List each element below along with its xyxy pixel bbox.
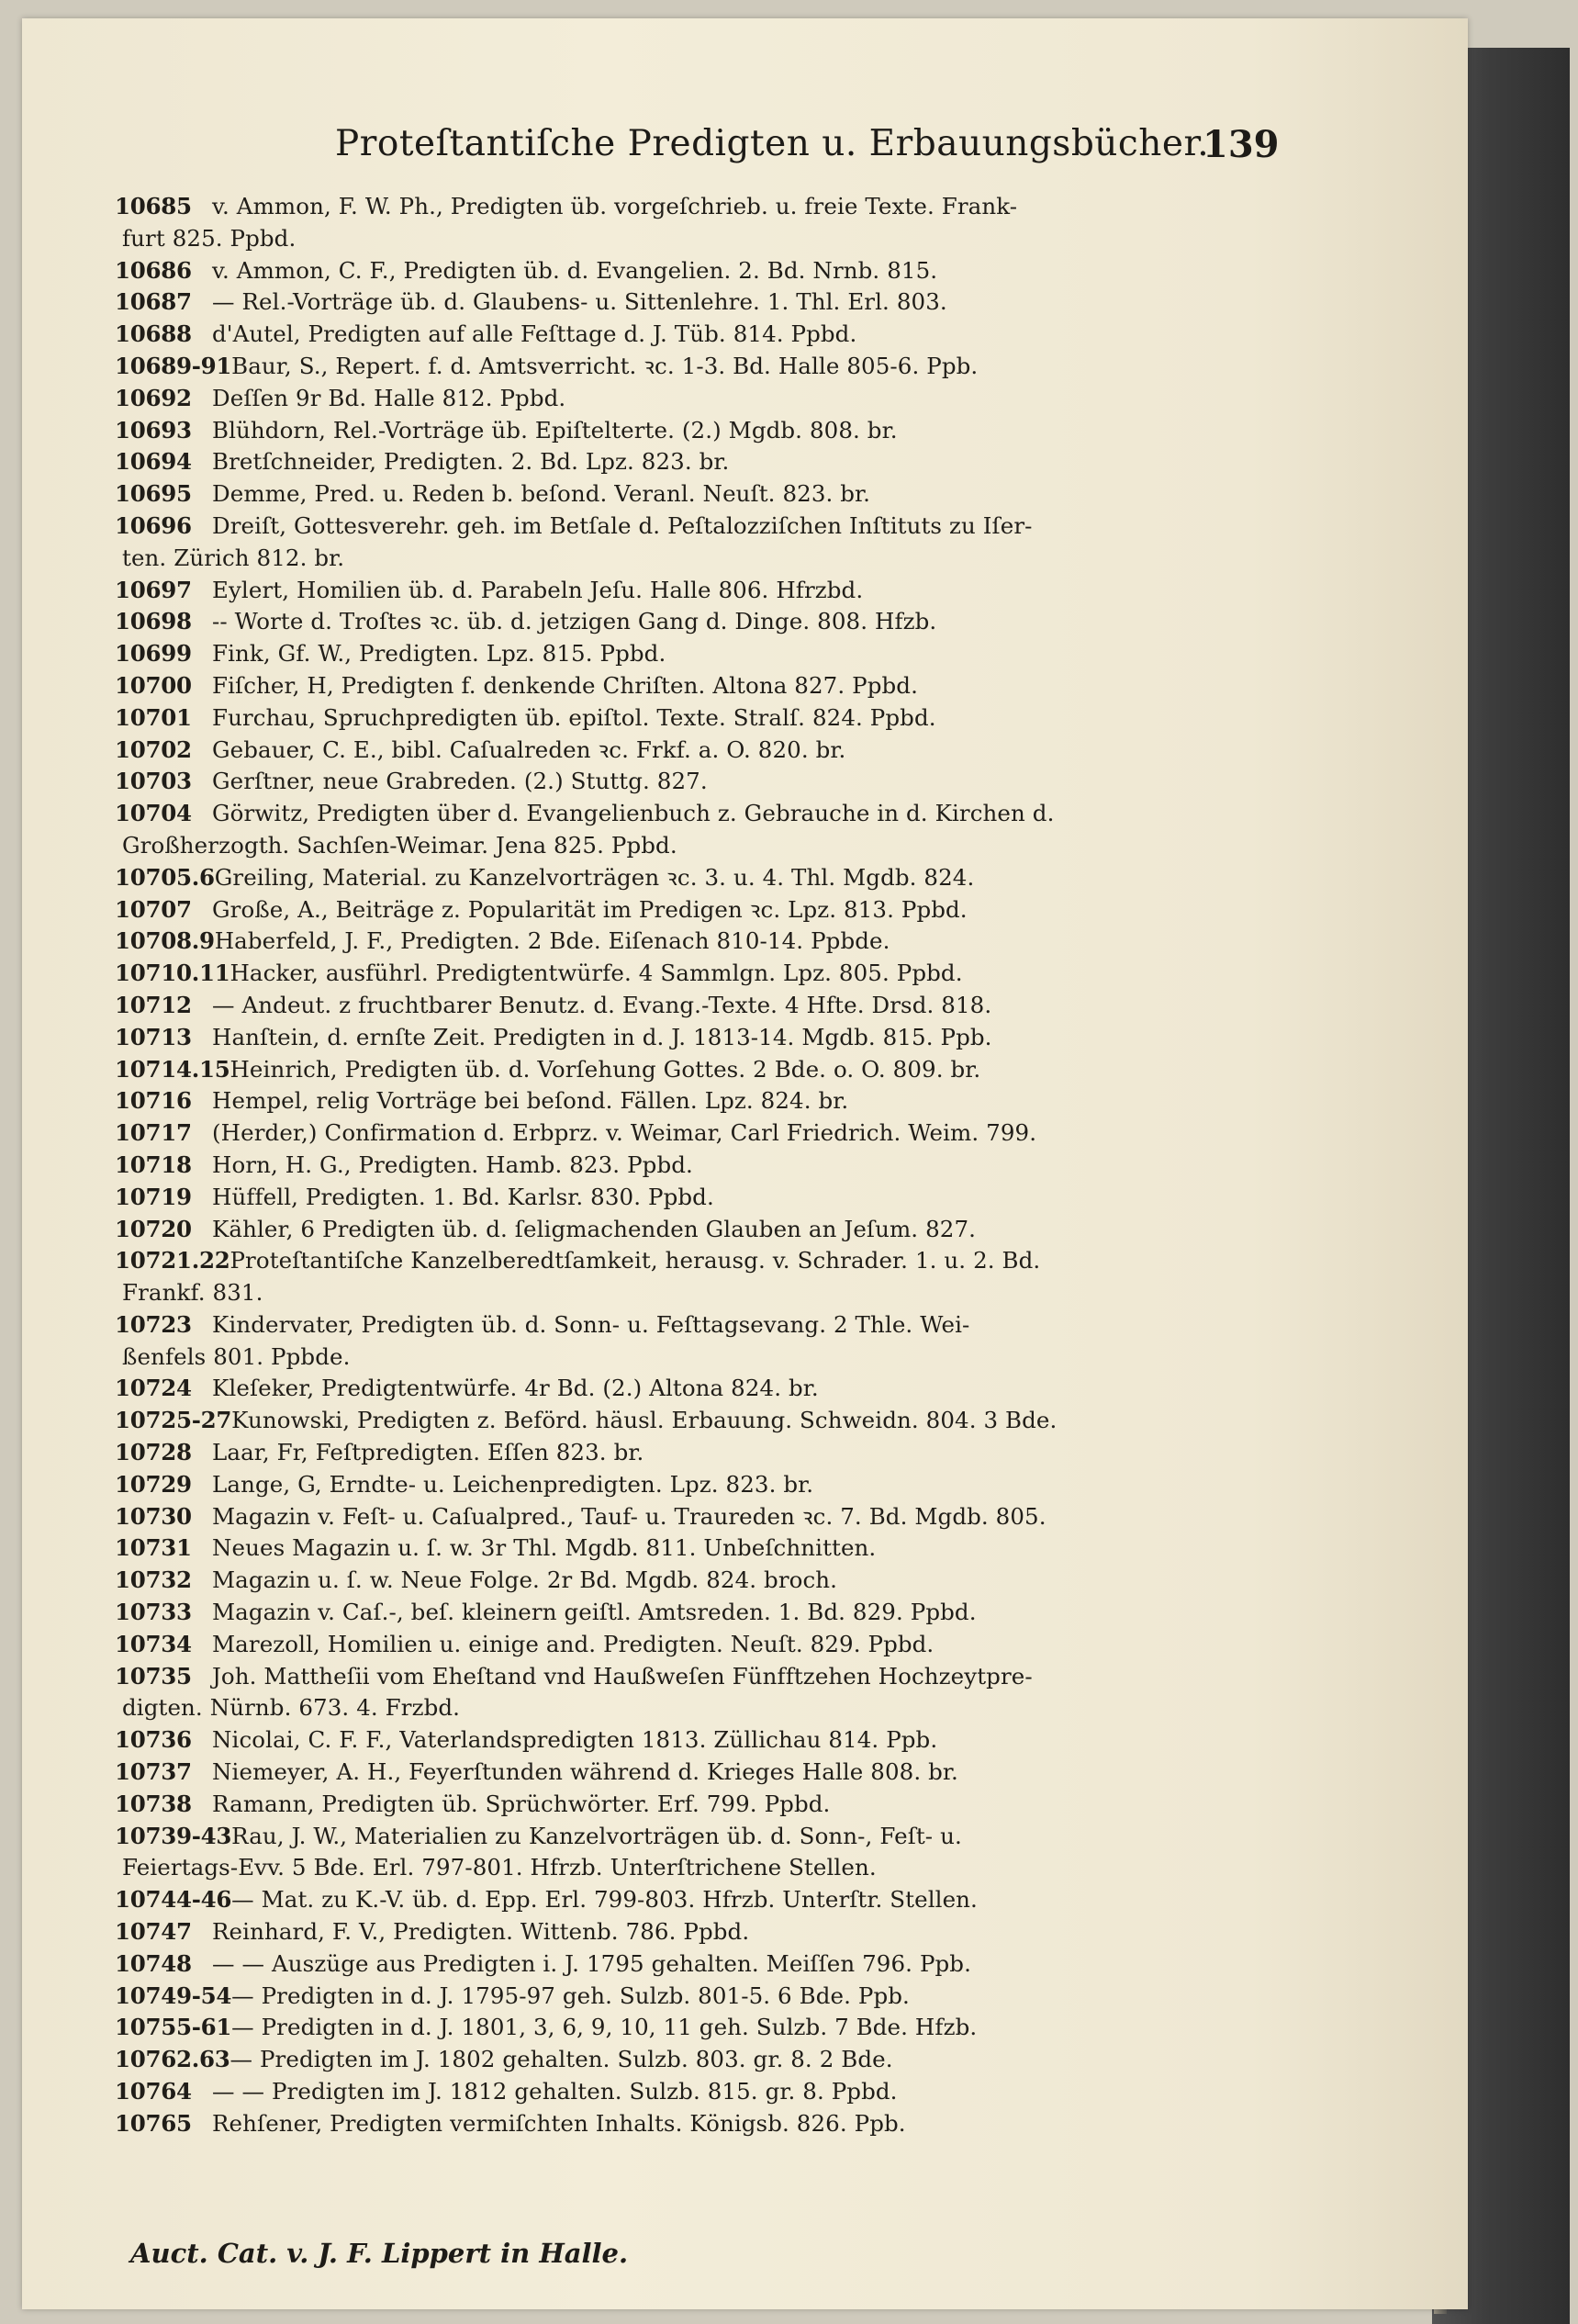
entry-number: 10738	[115, 1790, 192, 1817]
entry-number: 10713	[115, 1023, 192, 1050]
entry-text: Horn, H. G., Predigten. Hamb. 823. Ppbd.	[212, 1151, 693, 1178]
catalog-entry	[115, 2076, 1258, 2108]
entry-text: Feiertags-Evv. 5 Bde. Erl. 797-801. Hfrzb. Unterſtrichene Stellen.	[122, 1854, 877, 1881]
entry-text: Kunowski, Predigten z. Beförd. häusl. Erbauung. Schweidn. 804. 3 Bde.	[231, 1407, 1058, 1434]
entry-text: Gerſtner, neue Grabreden. (2.) Stuttg. 827.	[212, 768, 708, 795]
entry-text: Kleſeker, Predigtentwürfe. 4r Bd. (2.) Altona 824. br.	[212, 1375, 819, 1402]
entry-text: furt 825. Ppbd.	[122, 224, 297, 252]
entry-number: 10693	[115, 416, 192, 443]
entry-number: 10718	[115, 1151, 192, 1178]
entry-number: 10717	[115, 1119, 192, 1147]
entry-number: 10730	[115, 1502, 192, 1530]
entry-text: Fink, Gf. W., Predigten. Lpz. 815. Ppbd.	[212, 640, 666, 668]
entry-number: 10755-61	[115, 2014, 232, 2041]
entry-text: — — Auszüge aus Predigten i. J. 1795 gehalten. Meiſſen 796. Ppb.	[212, 1949, 971, 1977]
catalog-entry-continuation	[115, 1692, 1258, 1724]
catalog-entry	[115, 1757, 1258, 1789]
entry-text: Niemeyer, A. H., Feyerſtunden während d. Krieges Halle 808. br.	[212, 1758, 958, 1786]
entry-number: 10736	[115, 1726, 192, 1754]
entry-text: — Mat. zu K.-V. üb. d. Epp. Erl. 799-803. Hfrzb. Unterſtr. Stellen.	[231, 1886, 978, 1914]
entry-text: Bretſchneider, Predigten. 2. Bd. Lpz. 823. br.	[212, 448, 730, 476]
entry-number: 10686	[115, 256, 192, 284]
entry-number: 10764	[115, 2078, 192, 2105]
catalog-entry-continuation	[115, 1277, 1258, 1309]
entry-text: Joh. Mattheſii vom Eheſtand vnd Haußweſen Fünfftzehen Hochzeytpre-	[212, 1662, 1033, 1690]
entry-text: ßenfels 801. Ppbde.	[122, 1342, 351, 1370]
catalog-entry	[115, 1948, 1258, 1981]
entry-number: 10694	[115, 448, 192, 476]
entry-number: 10702	[115, 735, 192, 763]
catalog-entry	[115, 1085, 1258, 1117]
catalog-entry-continuation	[115, 1852, 1258, 1884]
entry-number: 10696	[115, 511, 192, 539]
entry-number: 10712	[115, 991, 192, 1018]
catalog-entry	[115, 1117, 1258, 1150]
entry-number: 10739-43	[115, 1822, 232, 1849]
entry-text: Große, A., Beiträge z. Popularität im Predigen ꝛc. Lpz. 813. Ppbd.	[212, 895, 968, 923]
entry-text: — Andeut. z fruchtbarer Benutz. d. Evang.-Texte. 4 Hfte. Drsd. 818.	[212, 991, 992, 1018]
entry-text: Ramann, Predigten üb. Sprüchwörter. Erf. 799. Ppbd.	[212, 1790, 831, 1817]
entry-text: Furchau, Spruchpredigten üb. epiſtol. Texte. Stralſ. 824. Ppbd.	[212, 703, 936, 731]
entry-number: 10728	[115, 1439, 192, 1466]
entry-text: Blühdorn, Rel.-Vorträge üb. Epiſtelterte. (2.) Mgdb. 808. br.	[212, 416, 898, 443]
catalog-entry	[115, 638, 1258, 670]
catalog-entry	[115, 191, 1258, 223]
catalog-entry	[115, 1214, 1258, 1246]
entry-text: ten. Zürich 812. br.	[122, 544, 345, 571]
catalog-entry	[115, 1405, 1258, 1437]
catalog-entry	[115, 1532, 1258, 1565]
catalog-entry	[115, 1182, 1258, 1214]
entry-text: v. Ammon, C. F., Predigten üb. d. Evangelien. 2. Bd. Nrnb. 815.	[212, 256, 938, 284]
entry-number: 10735	[115, 1662, 192, 1690]
catalog-entry	[115, 1437, 1258, 1469]
entry-text: v. Ammon, F. W. Ph., Predigten üb. vorgeſchrieb. u. freie Texte. Frank-	[212, 193, 1018, 219]
entry-number: 10729	[115, 1470, 192, 1498]
entry-number: 10737	[115, 1758, 192, 1786]
entry-text: Rau, J. W., Materialien zu Kanzelvorträgen üb. d. Sonn-, Feſt- u.	[231, 1822, 962, 1849]
entry-number: 10762.63	[115, 2046, 230, 2073]
entry-number: 10705.6	[115, 863, 215, 891]
catalog-entry	[115, 575, 1258, 607]
catalog-entry	[115, 1597, 1258, 1629]
entry-text: Magazin u. ſ. w. Neue Folge. 2r Bd. Mgdb. 824. broch.	[212, 1566, 838, 1594]
catalog-entry	[115, 1054, 1258, 1086]
catalog-entry	[115, 1245, 1258, 1277]
entry-text: Hanſtein, d. ernſte Zeit. Predigten in d. J. 1813-14. Mgdb. 815. Ppb.	[212, 1023, 992, 1050]
catalog-entry	[115, 926, 1258, 958]
entry-text: Fiſcher, H, Predigten f. denkende Chriſten. Altona 827. Ppbd.	[212, 671, 918, 699]
catalog-entry	[115, 1309, 1258, 1342]
entry-number: 10748	[115, 1949, 192, 1977]
entry-number: 10733	[115, 1599, 192, 1626]
entry-text: Laar, Fr, Feſtpredigten. Eſſen 823. br.	[212, 1439, 644, 1466]
entry-number: 10720	[115, 1215, 192, 1242]
entry-text: Deſſen 9r Bd. Halle 812. Ppbd.	[212, 384, 566, 411]
entry-number: 10747	[115, 1918, 192, 1946]
entry-text: — Predigten in d. J. 1801, 3, 6, 9, 10, 11 geh. Sulzb. 7 Bde. Hfzb.	[231, 2014, 978, 2041]
catalog-entry-continuation	[115, 830, 1258, 862]
entry-number: 10704	[115, 800, 192, 827]
catalog-entry	[115, 1565, 1258, 1597]
entry-text: Rehſener, Predigten vermiſchten Inhalts. Königsb. 826. Ppb.	[212, 2109, 906, 2137]
catalog-entry	[115, 1022, 1258, 1054]
entry-text: Eylert, Homilien üb. d. Parabeln Jeſu. Halle 806. Hfrzbd.	[212, 576, 864, 603]
catalog-entry-continuation	[115, 543, 1258, 575]
catalog-entry	[115, 1661, 1258, 1693]
entry-number: 10734	[115, 1630, 192, 1657]
entry-text: d'Autel, Predigten auf alle Feſttage d. J. Tüb. 814. Ppbd.	[212, 320, 857, 348]
entry-text: Dreiſt, Gottesverehr. geh. im Betſale d. Peſtalozziſchen Inſtituts zu Iſer-	[212, 511, 1033, 539]
entry-text: Gebauer, C. E., bibl. Caſualreden ꝛc. Frkf. a. O. 820. br.	[212, 735, 846, 763]
entry-text: Görwitz, Predigten über d. Evangelienbuch z. Gebrauche in d. Kirchen d.	[212, 800, 1055, 827]
entry-text: Haberfeld, J. F., Predigten. 2 Bde. Eiſenach 810-14. Ppbde.	[214, 927, 890, 955]
entry-text: Lange, G, Erndte- u. Leichenpredigten. Lpz. 823. br.	[212, 1470, 814, 1498]
entry-text: — Predigten in d. J. 1795-97 geh. Sulzb. 801-5. 6 Bde. Ppb.	[231, 1982, 910, 2009]
entry-text: — — Predigten im J. 1812 gehalten. Sulzb. 815. gr. 8. Ppbd.	[212, 2078, 898, 2105]
catalog-entry	[115, 383, 1258, 415]
catalog-entry	[115, 478, 1258, 511]
catalog-entry	[115, 606, 1258, 638]
catalog-entry	[115, 766, 1258, 798]
catalog-entry	[115, 670, 1258, 702]
catalog-entry	[115, 1916, 1258, 1948]
entry-text: Nicolai, C. F. F., Vaterlandspredigten 1813. Züllichau 814. Ppb.	[212, 1726, 938, 1754]
page-number: 139	[1203, 123, 1280, 166]
catalog-entry	[115, 1629, 1258, 1661]
catalog-entry	[115, 1724, 1258, 1757]
entry-number: 10685	[115, 193, 192, 219]
entry-text: Kähler, 6 Predigten üb. d. ſeligmachenden Glauben an Jeſum. 827.	[212, 1215, 977, 1242]
entry-number: 10688	[115, 320, 192, 348]
entry-number: 10716	[115, 1087, 192, 1115]
catalog-entry	[115, 990, 1258, 1022]
entry-text: Hempel, relig Vorträge bei beſond. Fällen. Lpz. 824. br.	[212, 1087, 849, 1115]
entry-text: — Rel.-Vorträge üb. d. Glaubens- u. Sittenlehre. 1. Thl. Erl. 803.	[212, 288, 947, 316]
entry-number: 10703	[115, 768, 192, 795]
entry-number: 10695	[115, 480, 192, 508]
catalog-entry-continuation	[115, 223, 1258, 255]
entry-text: Magazin v. Caſ.-, beſ. kleinern geiſtl. Amtsreden. 1. Bd. 829. Ppbd.	[212, 1599, 977, 1626]
entry-text: Greiling, Material. zu Kanzelvorträgen ꝛc. 3. u. 4. Thl. Mgdb. 824.	[214, 863, 975, 891]
entry-number: 10732	[115, 1566, 192, 1594]
entry-text: Frankf. 831.	[122, 1279, 263, 1307]
entry-number: 10708.9	[115, 927, 215, 955]
catalog-entry	[115, 798, 1258, 830]
catalog-entry	[115, 1981, 1258, 2013]
entry-text: Marezoll, Homilien u. einige and. Predigten. Neuſt. 829. Ppbd.	[212, 1630, 934, 1657]
catalog-entry	[115, 1150, 1258, 1182]
entry-number: 10744-46	[115, 1886, 232, 1914]
entry-text: Hüffell, Predigten. 1. Bd. Karlsr. 830. Ppbd.	[212, 1183, 714, 1210]
catalog-entry	[115, 1821, 1258, 1853]
catalog-entry	[115, 958, 1258, 990]
entry-text: -- Worte d. Troſtes ꝛc. üb. d. jetzigen Gang d. Dinge. 808. Hfzb.	[212, 608, 937, 635]
catalog-entry	[115, 1501, 1258, 1533]
entry-number: 10725-27	[115, 1407, 232, 1434]
catalog-entry	[115, 319, 1258, 351]
entry-text: Kindervater, Predigten üb. d. Sonn- u. Feſttagsevang. 2 Thle. Wei-	[212, 1310, 970, 1338]
catalog-entry	[115, 415, 1258, 447]
entry-number: 10707	[115, 895, 192, 923]
entry-text: Magazin v. Feſt- u. Caſualpred., Tauf- u. Traureden ꝛc. 7. Bd. Mgdb. 805.	[212, 1502, 1046, 1530]
entry-number: 10698	[115, 608, 192, 635]
catalog-entry	[115, 702, 1258, 735]
entry-number: 10710.11	[115, 960, 230, 987]
catalog-entry	[115, 735, 1258, 767]
header-title: Proteſtantiſche Predigten u. Erbauungsbücher.	[335, 123, 1210, 164]
catalog-entry	[115, 286, 1258, 319]
catalog-entry	[115, 894, 1258, 926]
catalog-entry	[115, 1789, 1258, 1821]
entry-number: 10719	[115, 1183, 192, 1210]
entry-number: 10701	[115, 703, 192, 731]
entry-number: 10697	[115, 576, 192, 603]
entry-text: Demme, Pred. u. Reden b. beſond. Veranl. Neuſt. 823. br.	[212, 480, 871, 508]
catalog-footer: Auct. Cat. v. J. F. Lippert in Halle.	[130, 2238, 629, 2269]
entry-number: 10749-54	[115, 1982, 232, 2009]
entry-text: digten. Nürnb. 673. 4. Frzbd.	[122, 1694, 461, 1722]
entry-text: Baur, S., Repert. f. d. Amtsverricht. ꝛc. 1-3. Bd. Halle 805-6. Ppb.	[231, 352, 979, 379]
catalog-entry	[115, 2012, 1258, 2044]
entry-number: 10687	[115, 288, 192, 316]
catalog-entry	[115, 446, 1258, 478]
entry-number: 10689-91	[115, 352, 232, 379]
entry-text: Proteſtantiſche Kanzelberedtſamkeit, herausg. v. Schrader. 1. u. 2. Bd.	[229, 1247, 1041, 1274]
catalog-entry	[115, 255, 1258, 287]
catalog-entry	[115, 2044, 1258, 2076]
catalog-entry	[115, 351, 1258, 383]
entry-number: 10765	[115, 2109, 192, 2137]
catalog-entry	[115, 862, 1258, 894]
entry-text: — Predigten im J. 1802 gehalten. Sulzb. 803. gr. 8. 2 Bde.	[229, 2046, 893, 2073]
entry-number: 10700	[115, 671, 192, 699]
entry-text: Heinrich, Predigten üb. d. Vorſehung Gottes. 2 Bde. o. O. 809. br.	[229, 1055, 981, 1083]
catalog-entry	[115, 1373, 1258, 1405]
catalog-entry	[115, 511, 1258, 543]
entry-text: Hacker, ausführl. Predigtentwürfe. 4 Sammlgn. Lpz. 805. Ppbd.	[229, 960, 963, 987]
entry-text: (Herder,) Confirmation d. Erbprz. v. Weimar, Carl Friedrich. Weim. 799.	[212, 1119, 1037, 1147]
catalog-entry	[115, 1884, 1258, 1916]
catalog-entries	[115, 191, 1258, 2140]
entry-number: 10731	[115, 1534, 192, 1562]
catalog-entry	[115, 1469, 1258, 1501]
entry-text: Neues Magazin u. ſ. w. 3r Thl. Mgdb. 811. Unbeſchnitten.	[212, 1534, 877, 1562]
entry-number: 10699	[115, 640, 192, 668]
catalog-entry-continuation	[115, 1342, 1258, 1374]
entry-text: Großherzogth. Sachſen-Weimar. Jena 825. Ppbd.	[122, 831, 677, 859]
entry-number: 10714.15	[115, 1055, 230, 1083]
entry-text: Reinhard, F. V., Predigten. Wittenb. 786. Ppbd.	[212, 1918, 750, 1946]
catalog-entry	[115, 2108, 1258, 2140]
entry-number: 10721.22	[115, 1247, 230, 1274]
entry-number: 10724	[115, 1375, 192, 1402]
entry-number: 10723	[115, 1310, 192, 1338]
running-header	[184, 118, 1280, 173]
entry-number: 10692	[115, 384, 192, 411]
